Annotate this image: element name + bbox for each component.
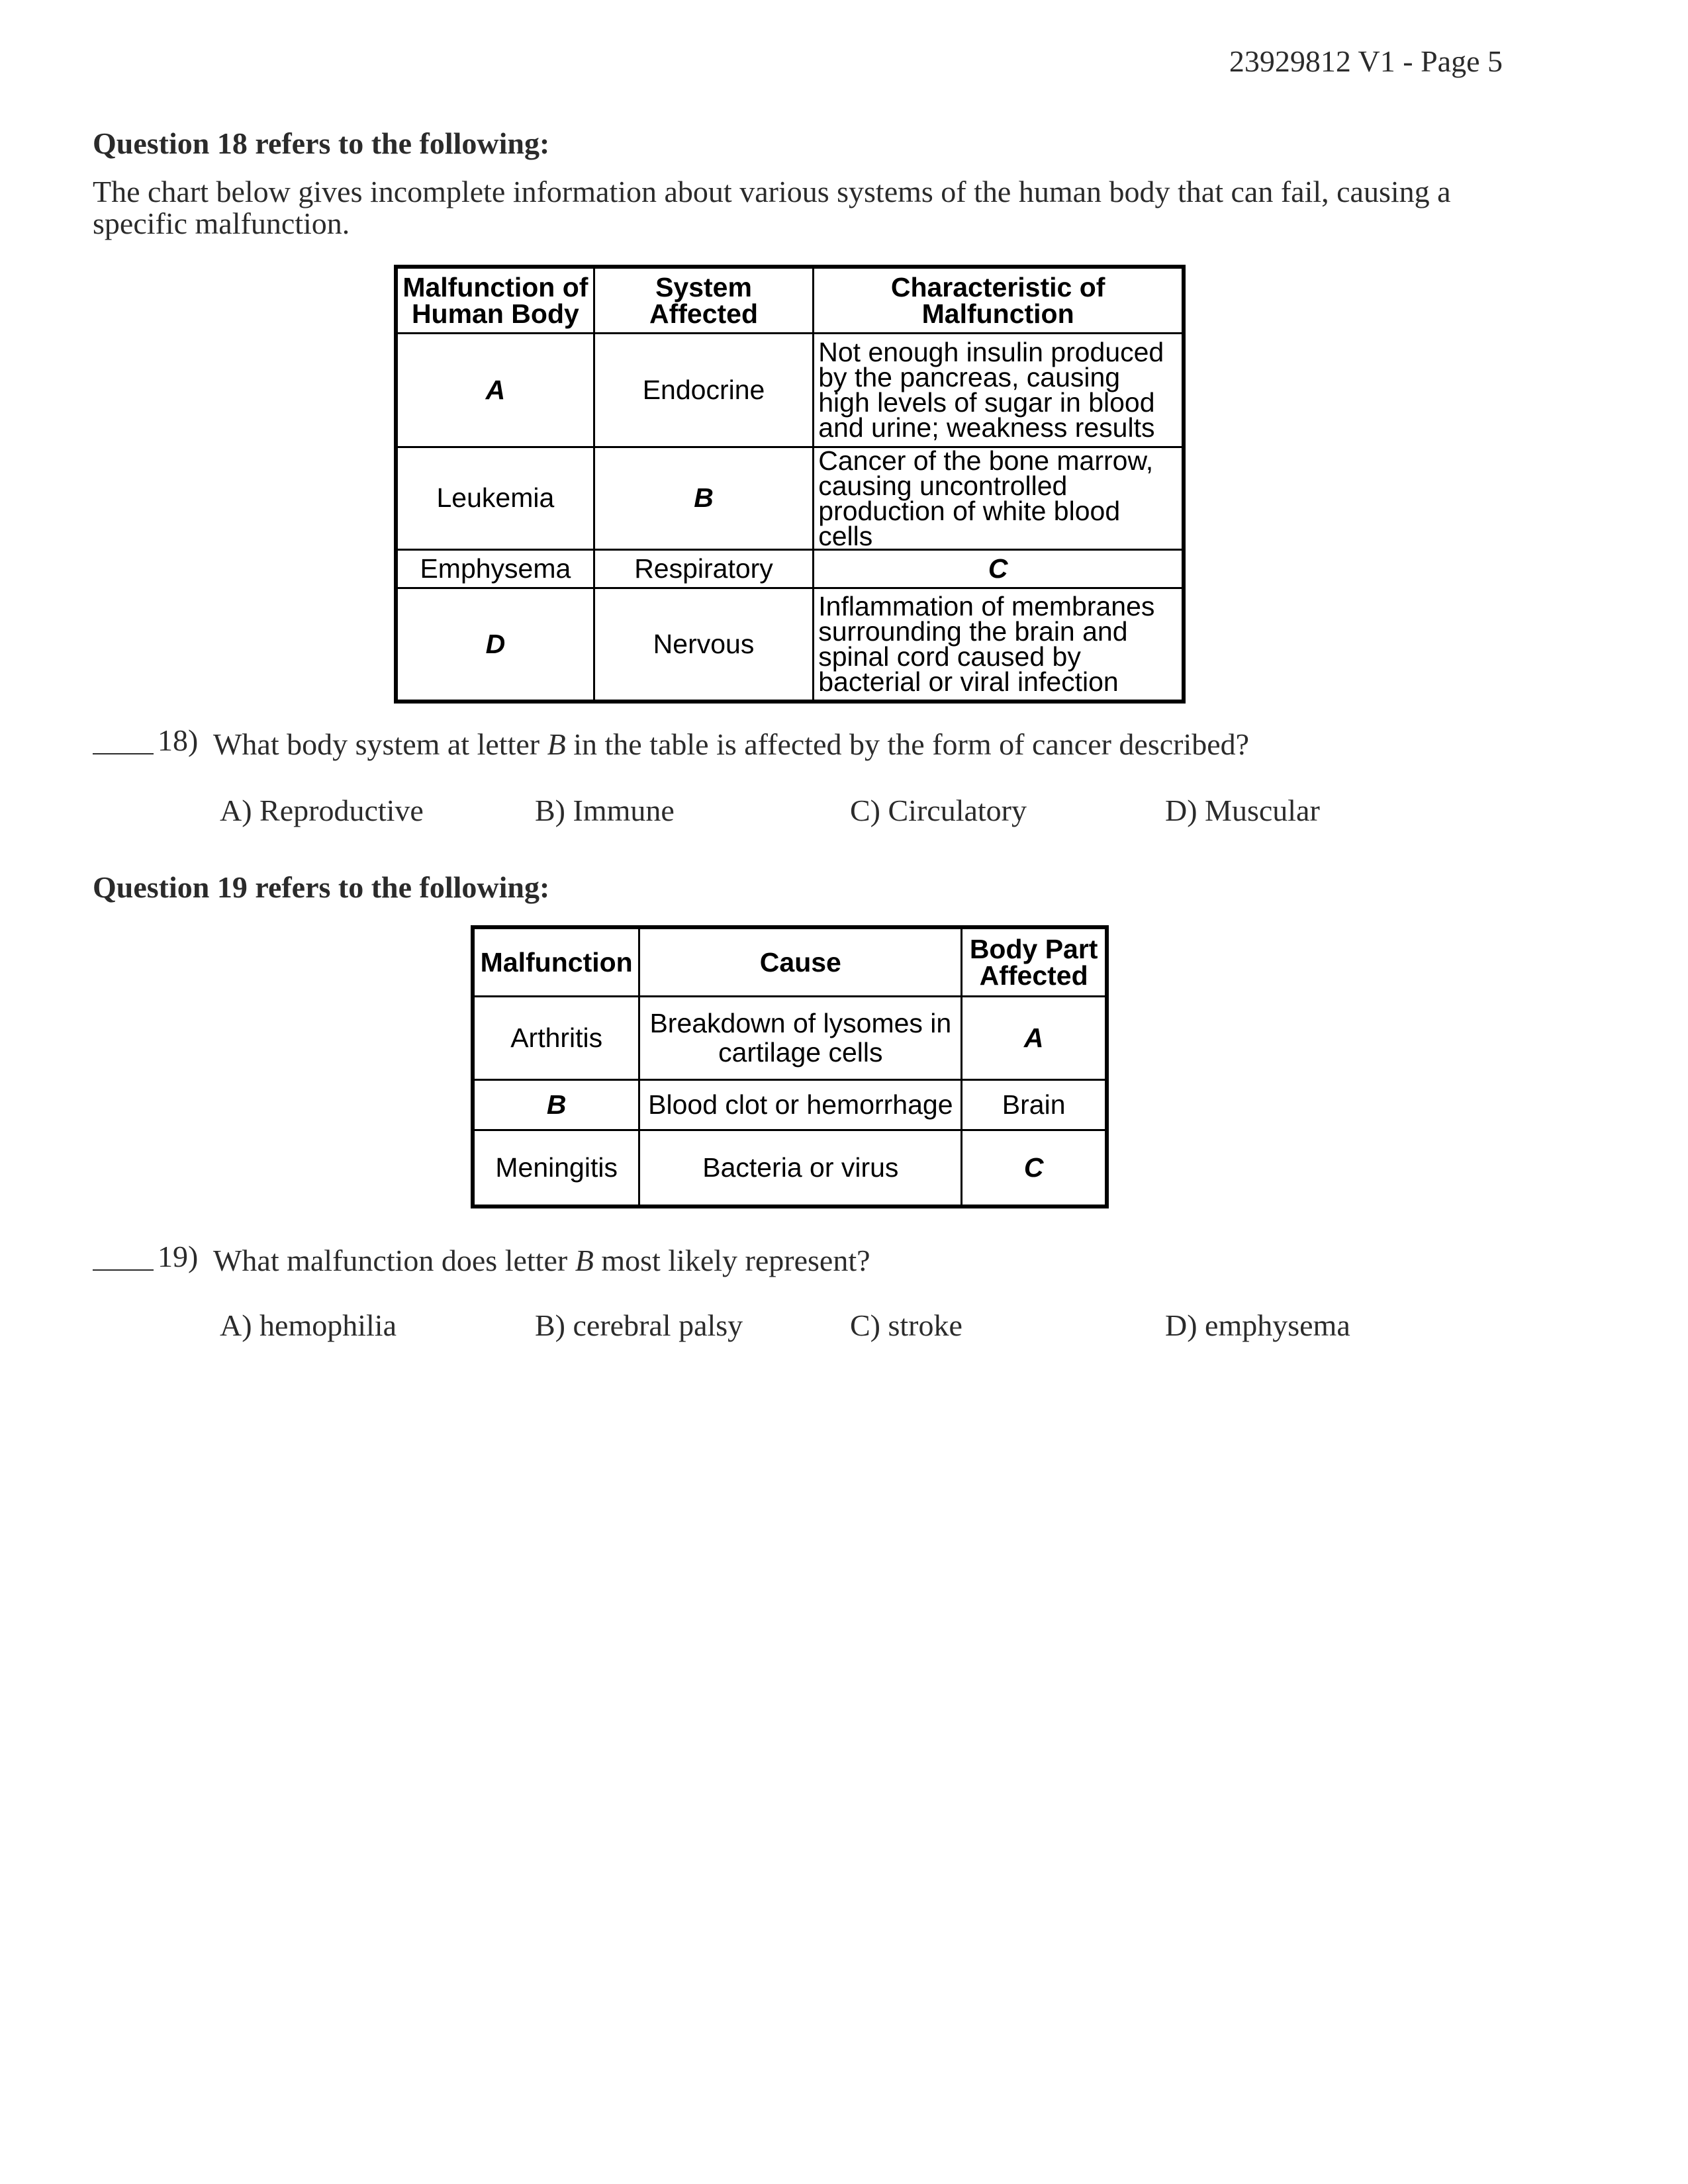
column-header: Cause (639, 927, 962, 996)
question-stem: What body system at letter B in the table is affected by the form of cancer described? (213, 727, 1250, 761)
table-cell: B (473, 1079, 639, 1130)
table-cell: Meningitis (473, 1130, 639, 1206)
table-cell: Leukemia (396, 447, 594, 549)
choice-c[interactable]: C) stroke (850, 1308, 962, 1342)
table-cell: Cancer of the bone marrow, causing uncontrolled production of white blood cells (814, 447, 1184, 549)
choice-b[interactable]: B) Immune (535, 794, 675, 827)
malfunction-cause-table (471, 925, 1109, 1208)
question-19-heading: Question 19 refers to the following: (93, 870, 550, 904)
question-18 (93, 723, 1250, 762)
table-cell: Breakdown of lysomes in cartilage cells (639, 996, 962, 1079)
table-cell: Nervous (594, 588, 814, 702)
page-header: 23929812 V1 - Page 5 (1229, 44, 1503, 78)
table-cell: B (594, 447, 814, 549)
table-row (396, 333, 1184, 447)
table-cell: Not enough insulin produced by the pancreas, causing high levels of sugar in blood and urine; weakness results (814, 333, 1184, 447)
column-header: Malfunction of Human Body (396, 267, 594, 333)
question-stem: What malfunction does letter B most likely represent? (213, 1244, 870, 1277)
table-row (396, 588, 1184, 702)
table-cell: Inflammation of membranes surrounding the brain and spinal cord caused by bacterial or viral infection (814, 588, 1184, 702)
table-row (473, 996, 1107, 1079)
table-row (396, 549, 1184, 588)
table-cell: A (396, 333, 594, 447)
choice-d[interactable]: D) emphysema (1165, 1308, 1350, 1342)
question-18-heading: Question 18 refers to the following: (93, 126, 550, 160)
answer-blank[interactable] (93, 728, 154, 754)
table-cell: C (814, 549, 1184, 588)
table-cell: D (396, 588, 594, 702)
choice-a[interactable]: A) Reproductive (220, 794, 424, 827)
choice-a[interactable]: A) hemophilia (220, 1308, 397, 1342)
choice-d[interactable]: D) Muscular (1165, 794, 1320, 827)
table-header-row (473, 927, 1107, 996)
choice-b[interactable]: B) cerebral palsy (535, 1308, 743, 1342)
table-cell: Arthritis (473, 996, 639, 1079)
malfunction-systems-table (394, 265, 1186, 704)
question-19 (93, 1240, 870, 1278)
table-cell: Respiratory (594, 549, 814, 588)
table-header-row (396, 267, 1184, 333)
table-row (473, 1079, 1107, 1130)
table-cell: Bacteria or virus (639, 1130, 962, 1206)
table-cell: Brain (962, 1079, 1107, 1130)
table-cell: C (962, 1130, 1107, 1206)
choice-c[interactable]: C) Circulatory (850, 794, 1027, 827)
table-row (396, 447, 1184, 549)
table-cell: Blood clot or hemorrhage (639, 1079, 962, 1130)
question-18-intro: The chart below gives incomplete information about various systems of the human body that can fail, causing a specific malfunction. (93, 175, 1451, 240)
table-cell: Emphysema (396, 549, 594, 588)
table-cell: A (962, 996, 1107, 1079)
column-header: Body Part Affected (962, 927, 1107, 996)
table-row (473, 1130, 1107, 1206)
column-header: System Affected (594, 267, 814, 333)
answer-blank[interactable] (93, 1244, 154, 1271)
column-header: Malfunction (473, 927, 639, 996)
table-cell: Endocrine (594, 333, 814, 447)
column-header: Characteristic of Malfunction (814, 267, 1184, 333)
question-number: 19) (158, 1240, 199, 1273)
question-number: 18) (158, 723, 199, 757)
